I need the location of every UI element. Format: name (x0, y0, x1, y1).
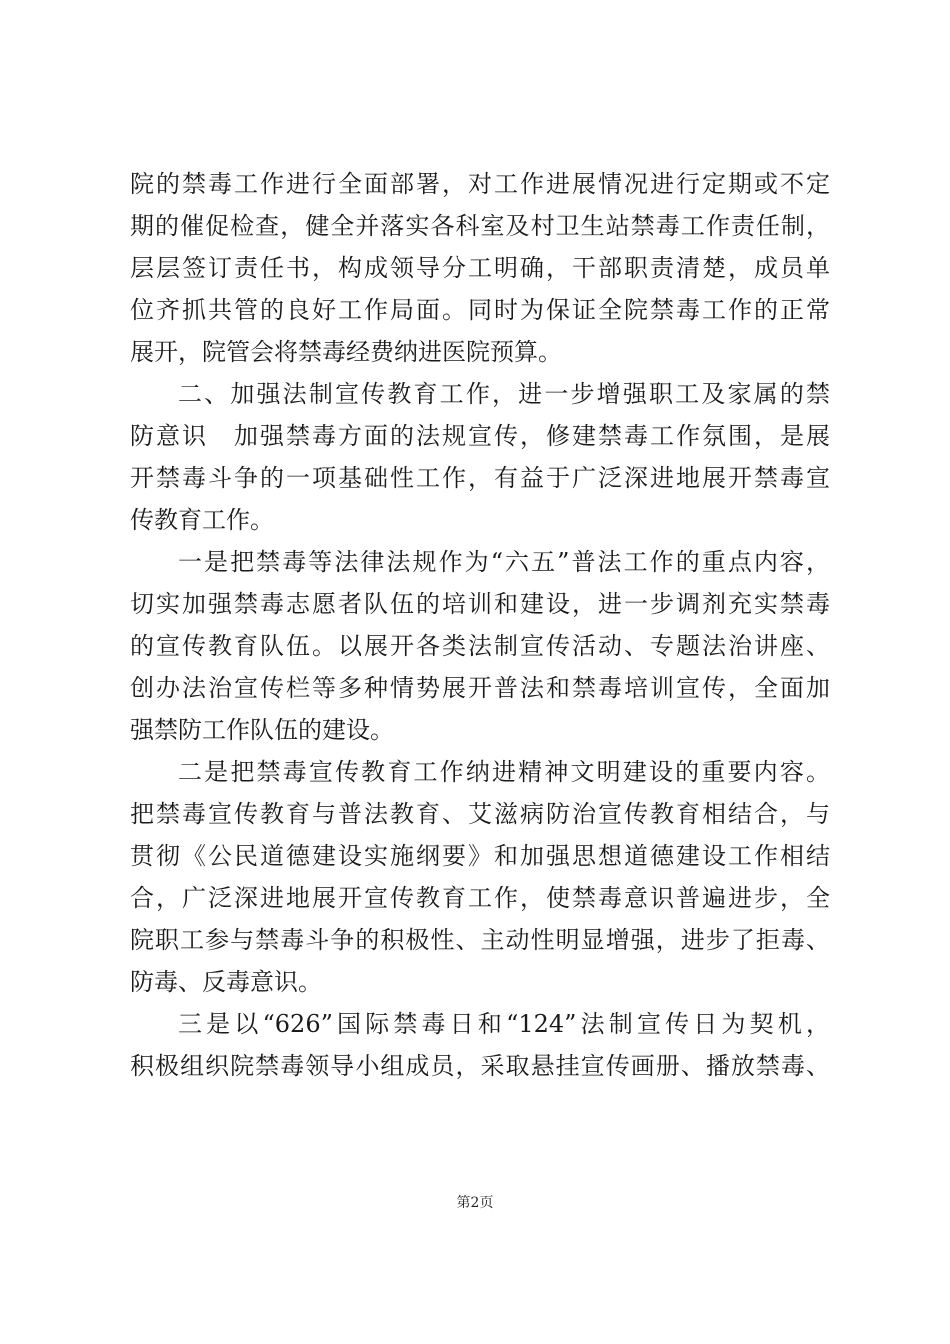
text-line: 开禁毒斗争的一项基础性工作，有益于广泛深进地展开禁毒宣 (130, 464, 830, 492)
text-line: 院的禁毒工作进行全面部署，对工作进展情况进行定期或不定 (130, 170, 830, 198)
text-line: 的宣传教育队伍。以展开各类法制宣传活动、专题法治讲座、 (130, 632, 830, 660)
paragraph-start: 三是以“626”国际禁毒日和“124”法制宣传日为契机， (178, 1010, 830, 1038)
paragraph-start: 二、加强法制宣传教育工作，进一步增强职工及家属的禁 (178, 380, 830, 408)
page-number: 第2页 (456, 1195, 494, 1211)
text-line: 防意识 加强禁毒方面的法规宣传，修建禁毒工作氛围，是展 (130, 422, 830, 450)
paragraph-start: 一是把禁毒等法律法规作为“六五”普法工作的重点内容， (178, 548, 830, 576)
text-line: 贯彻《公民道德建设实施纲要》和加强思想道德建设工作相结 (130, 842, 830, 870)
paragraph-start: 二是把禁毒宣传教育工作纳进精神文明建设的重要内容。 (178, 758, 830, 786)
text-line: 把禁毒宣传教育与普法教育、艾滋病防治宣传教育相结合，与 (130, 800, 830, 828)
text-line: 创办法治宣传栏等多种情势展开普法和禁毒培训宣传，全面加 (130, 674, 830, 702)
text-line: 院职工参与禁毒斗争的积极性、主动性明显增强，进步了拒毒、 (130, 926, 830, 954)
text-line: 层层签订责任书，构成领导分工明确，干部职责清楚，成员单 (130, 254, 830, 282)
text-line: 传教育工作。 (130, 506, 274, 534)
text-line: 位齐抓共管的良好工作局面。同时为保证全院禁毒工作的正常 (130, 296, 830, 324)
text-line: 合，广泛深进地展开宣传教育工作，使禁毒意识普遍进步，全 (130, 884, 830, 912)
text-line: 期的催促检查，健全并落实各科室及村卫生站禁毒工作责任制， (130, 212, 830, 240)
text-line: 切实加强禁毒志愿者队伍的培训和建设，进一步调剂充实禁毒 (130, 590, 830, 618)
text-line: 防毒、反毒意识。 (130, 968, 322, 996)
text-line: 强禁防工作队伍的建设。 (130, 716, 394, 744)
text-line: 展开，院管会将禁毒经费纳进医院预算。 (130, 338, 562, 366)
text-line: 积极组织院禁毒领导小组成员，采取悬挂宣传画册、播放禁毒、 (130, 1052, 830, 1080)
